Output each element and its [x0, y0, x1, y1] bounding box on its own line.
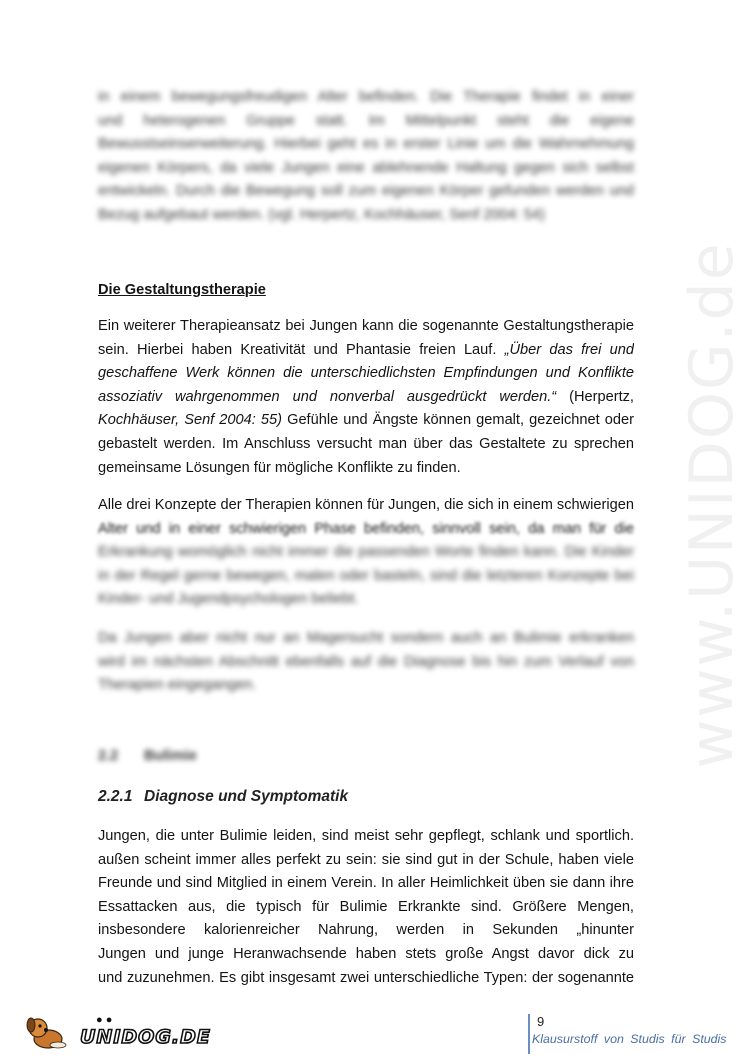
text-line: Erkrankung womöglich nicht immer die passenden Worte finden kann. Die Kinder: [98, 544, 634, 561]
text-line: geschaffene Werk können die unterschiedlichsten Empfindungen und Konflikte: [98, 365, 634, 382]
text-line: insbesondere kalorienreicher Nahrung, werden in Sekunden „hinunter: [98, 922, 634, 939]
text-line: Bezug aufgebaut werden. (vgl. Herpertz, Kochhäuser, Senf 2004: 54): [98, 206, 546, 223]
blurred-paragraph-top: [98, 86, 634, 228]
blurred-lines: [98, 541, 634, 612]
subsection-heading: [98, 788, 348, 806]
text-line: Bewusstseinserweiterung. Hierbei geht es in erster Linie um die Wahrnehmung: [98, 136, 634, 153]
text-line: Alle drei Konzepte der Therapien können für Jungen, die sich in einem schwierigen: [98, 497, 634, 513]
footer-divider: [528, 1014, 530, 1054]
text-line: gebastelt werden. Im Anschluss versucht man über das Gestaltete zu sprechen: [98, 435, 634, 452]
text-line: eigenen Körpers, da viele Jungen eine ablehnende Haltung gegen sich selbst: [98, 159, 634, 176]
paragraph-bulimie: [98, 825, 634, 990]
paw-icon: ● ●: [96, 1014, 113, 1026]
blurred-paragraph-bulimie-intro: [98, 627, 634, 698]
text-line: entwickeln. Durch die Bewegung soll zum eigenen Körper gefunden werden und: [98, 183, 634, 200]
footer-tagline: Klausurstoff von Studis für Studis: [532, 1032, 727, 1046]
subsection-number: 2.2.1: [98, 788, 133, 805]
text-line: sein. Hierbei haben Kreativität und Phantasie freien Lauf. „Über das frei und: [98, 341, 634, 358]
section-number: 2.2: [98, 748, 119, 764]
text-line: assoziativ wahrgenommen und nonverbal ausgedrückt werden.“ (Herpertz,: [98, 388, 634, 405]
text-line: Therapien eingegangen.: [98, 677, 257, 694]
dog-icon: [22, 1014, 74, 1050]
text-line: wird im nächsten Abschnitt ebenfalls auf die Diagnose bis hin zum Verlauf von: [98, 653, 634, 670]
page-number: 9: [537, 1014, 545, 1029]
watermark: www.UNIDOG.de: [677, 241, 747, 769]
section-heading: [98, 748, 197, 764]
text-line: Jungen, die unter Bulimie leiden, sind meist sehr gepflegt, schlank und sportlich.: [98, 828, 634, 844]
text-line: und heterogenen Gruppe statt. Im Mittelpunkt steht die eigene: [98, 112, 634, 129]
text-line: Alter und in einer schwierigen Phase befinden, sinnvoll sein, da man für die: [98, 520, 634, 537]
subsection-title: Diagnose und Symptomatik: [144, 788, 349, 805]
unidog-logo[interactable]: [22, 1014, 211, 1050]
text-line: Ein weiterer Therapieansatz bei Jungen kann die sogenannte Gestaltungstherapie: [98, 318, 634, 334]
text-line: Kochhäuser, Senf 2004: 55) Gefühle und Ängste können gemalt, gezeichnet oder: [98, 412, 634, 429]
section-title: Bulimie: [144, 748, 197, 764]
logo-text: UNIDOG.DE: [80, 1026, 211, 1048]
text-line: Da Jungen aber nicht nur an Magersucht sondern auch an Bulimie erkranken: [98, 630, 634, 646]
text-line: und zuzunehmen. Es gibt insgesamt zwei unterschiedliche Typen: der sogenannte: [98, 969, 634, 986]
paragraph-konzepte: [98, 494, 634, 612]
text-line: Jungen und junge Heranwachsende haben stets große Angst davor dick zu: [98, 945, 634, 962]
text-line: in einem bewegungsfreudigen Alter befinden. Die Therapie findet in einer: [98, 89, 634, 105]
text-line: in der Regel gerne bewegen, malen oder basteln, sind die letzteren Konzepte bei: [98, 567, 634, 584]
text-line: Essattacken aus, die typisch für Bulimie Erkrankte sind. Größere Mengen,: [98, 898, 634, 915]
text-line: Freunde und sind Mitglied in einem Verein. In aller Heimlichkeit üben sie dann ihre: [98, 875, 634, 892]
paragraph-gestaltungstherapie: [98, 315, 634, 480]
text-line: außen scheint immer alles perfekt zu sein: sie sind gut in der Schule, haben viele: [98, 851, 634, 868]
text-line: gemeinsame Lösungen für mögliche Konflikte zu finden.: [98, 459, 461, 476]
heading-gestaltungstherapie: Die Gestaltungstherapie: [98, 282, 266, 298]
text-line: Kinder- und Jugendpsychologen beliebt.: [98, 591, 359, 608]
